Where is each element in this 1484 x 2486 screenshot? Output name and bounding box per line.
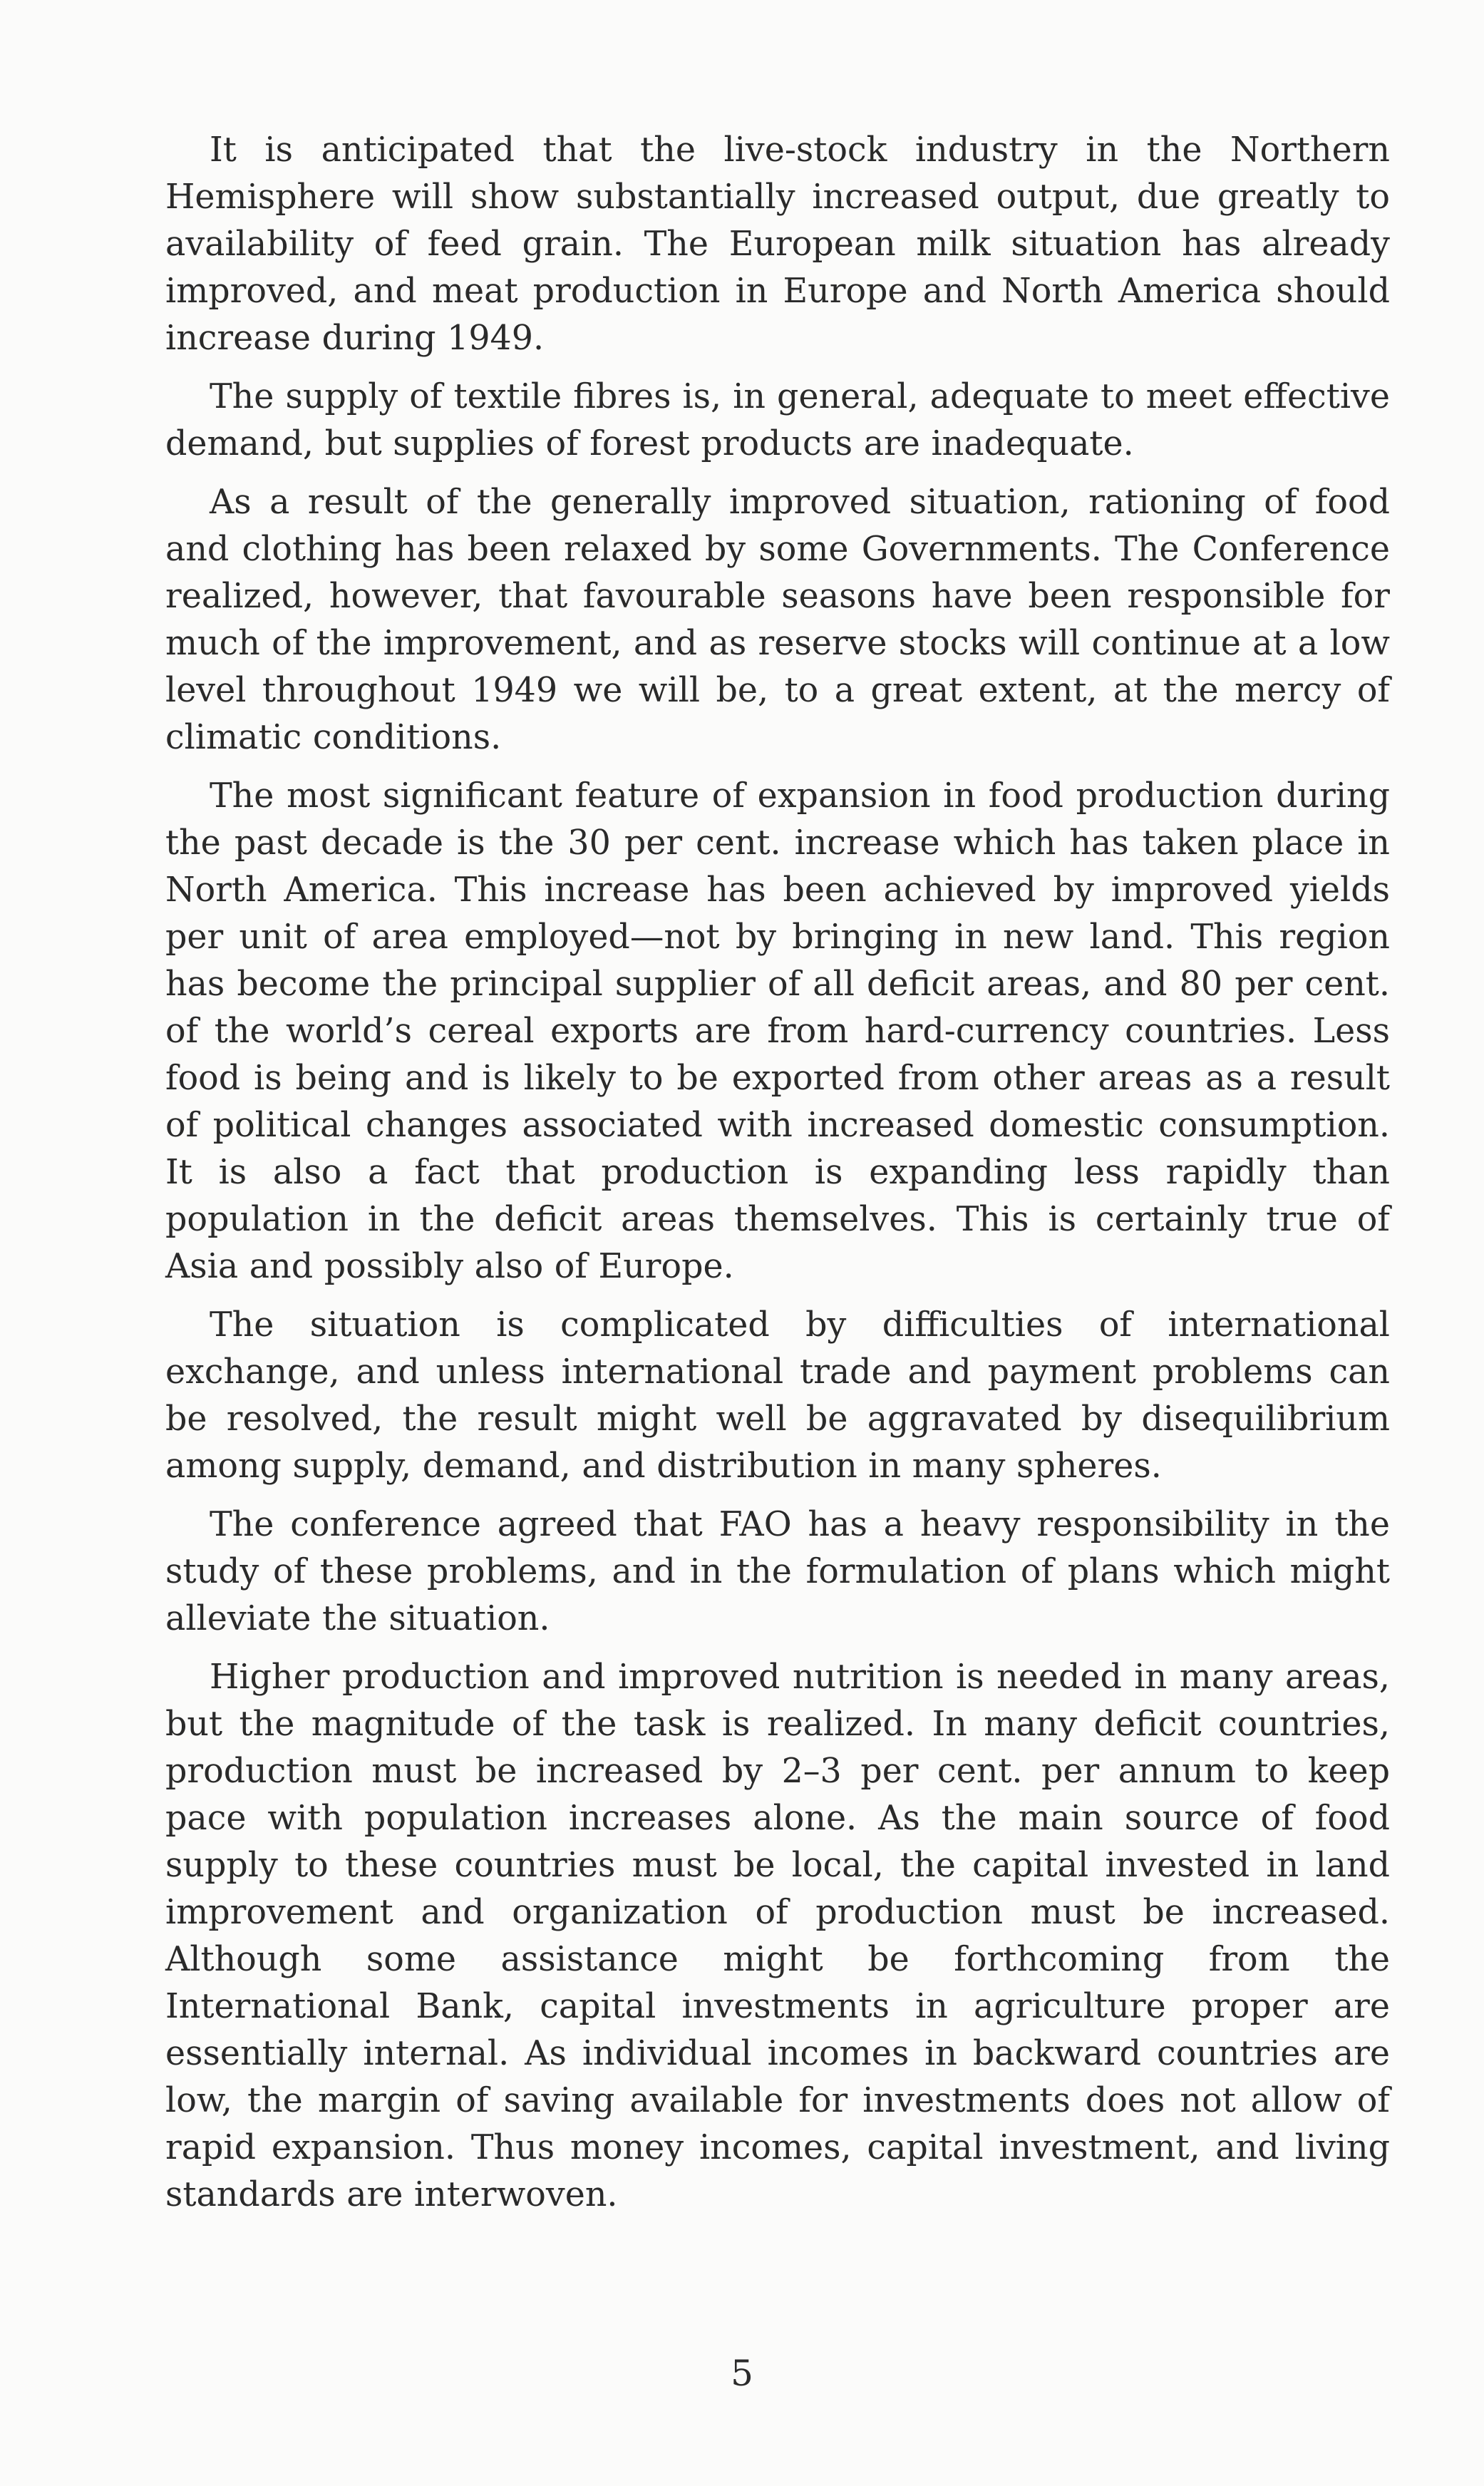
paragraph-international-exchange: The situation is complicated by difficulties of international exchange, and unless international trade and payment problems can be resolved, the result might well be aggravated by disequilibrium among supply, demand, and distribution in many spheres.	[165, 1305, 1390, 1486]
paragraph-rationing: As a result of the generally improved situation, rationing of food and clothing has been relaxed by some Governments. The Conference realized, however, that favourable seasons have been responsible for much of the improvement, and as reserve stocks will continue at a low level throughout 1949 we will be, to a great extent, at the mercy of climatic conditions.	[165, 483, 1390, 757]
paragraph-livestock: It is anticipated that the live-stock industry in the Northern Hemisphere will show substantially increased output, due greatly to availability of feed grain. The European milk situation has already improved, and meat production in Europe and North America should increase during 1949.	[165, 130, 1390, 358]
page-number: 5	[731, 2353, 753, 2394]
paragraph-north-america-expansion: The most significant feature of expansion in food production during the past decade is the 30 per cent. increase which has taken place in North America. This increase has been achieved by improved yields per unit of area employed—not by bringing in new land. This region has become the principal supplier of all deficit areas, and 80 per cent. of the world’s cereal exports are from hard-currency countries. Less food is being and is likely to be exported from other areas as a result of political changes associated with increased domestic consumption. It is also a fact that production is expanding less rapidly than population in the deficit areas themselves. This is certainly true of Asia and possibly also of Europe.	[165, 776, 1390, 1286]
paragraph-textile-fibres: The supply of textile fibres is, in general, adequate to meet effective demand, but supplies of forest products are inadequate.	[165, 377, 1390, 463]
paragraph-higher-production: Higher production and improved nutrition is needed in many areas, but the magnitude of the task is realized. In many deficit countries, production must be increased by 2–3 per cent. per annum to keep pace with population increases alone. As the main source of food supply to these countries must be local, the capital invested in land improvement and organization of production must be increased. Although some assistance might be forthcoming from the International Bank, capital investments in agriculture proper are essentially internal. As individual incomes in backward countries are low, the margin of saving available for investments does not allow of rapid expansion. Thus money incomes, capital investment, and living standards are interwoven.	[165, 1658, 1390, 2214]
paragraph-fao-responsibility: The conference agreed that FAO has a heavy responsibility in the study of these problems, and in the formulation of plans which might alleviate the situation.	[165, 1505, 1390, 1638]
body-text	[165, 127, 1390, 2230]
